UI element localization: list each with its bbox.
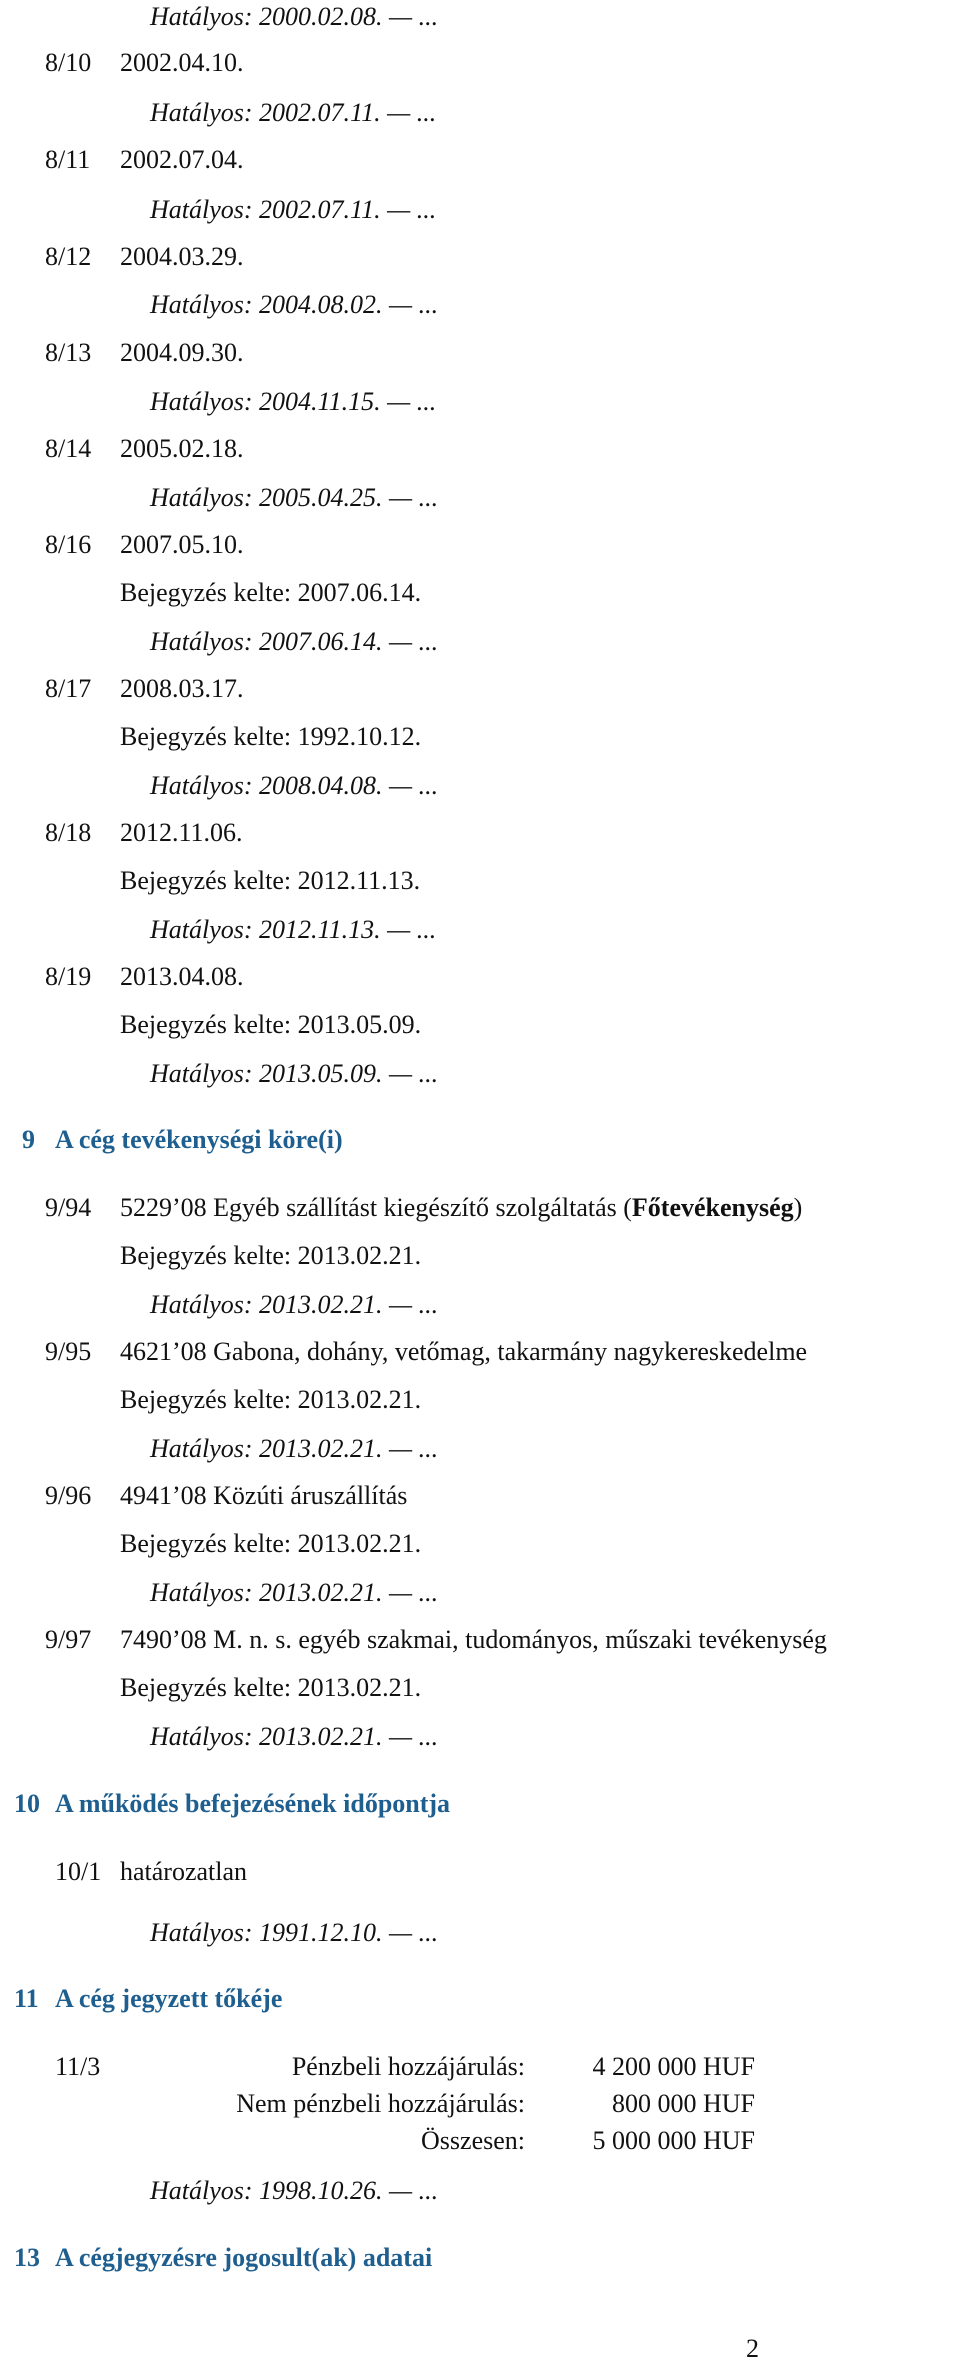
page-number: 2 — [746, 2334, 759, 2363]
activity-number: 9/94 — [45, 1193, 92, 1222]
section-number: 11 — [14, 1984, 39, 2013]
effective-date: Hatályos: 2004.08.02. — ... — [150, 290, 439, 319]
effective-date: Hatályos: 1991.12.10. — ... — [150, 1918, 439, 1947]
entry-date: 2012.11.06. — [120, 818, 243, 847]
capital-label-total: Összesen: — [421, 2126, 525, 2155]
entry-number: 8/14 — [45, 434, 92, 463]
effective-date: Hatályos: 2013.02.21. — ... — [150, 1290, 439, 1319]
entry-date: 2013.04.08. — [120, 962, 244, 991]
registration-date: Bejegyzés kelte: 2013.02.21. — [120, 1241, 422, 1270]
entry-date: 2002.04.10. — [120, 48, 244, 77]
effective-date: Hatályos: 2008.04.08. — ... — [150, 771, 439, 800]
registration-date: Bejegyzés kelte: 2013.02.21. — [120, 1673, 422, 1702]
entry-number: 8/17 — [45, 674, 92, 703]
capital-value-cash: 4 200 000 HUF — [592, 2052, 755, 2081]
registration-date: Bejegyzés kelte: 2013.05.09. — [120, 1010, 422, 1039]
entry-number: 8/18 — [45, 818, 92, 847]
capital-value-total: 5 000 000 HUF — [592, 2126, 755, 2155]
effective-date: Hatályos: 2013.05.09. — ... — [150, 1059, 439, 1088]
effective-date: Hatályos: 2002.07.11. — ... — [150, 195, 437, 224]
section-title: A cégjegyzésre jogosult(ak) adatai — [55, 2243, 433, 2272]
entry-number: 11/3 — [55, 2052, 101, 2081]
entry-date: 2005.02.18. — [120, 434, 244, 463]
main-activity-label: Főtevékenység — [631, 1193, 794, 1222]
section-title: A cég jegyzett tőkéje — [55, 1984, 283, 2013]
effective-date: Hatályos: 2002.07.11. — ... — [150, 98, 437, 127]
entry-date: 2008.03.17. — [120, 674, 244, 703]
activity-number: 9/97 — [45, 1625, 92, 1654]
effective-date: Hatályos: 2013.02.21. — ... — [150, 1722, 439, 1751]
effective-date: Hatályos: 2013.02.21. — ... — [150, 1434, 439, 1463]
registration-date: Bejegyzés kelte: 1992.10.12. — [120, 722, 422, 751]
section-number: 13 — [14, 2243, 40, 2272]
entry-number: 8/19 — [45, 962, 92, 991]
section-number: 10 — [14, 1789, 40, 1818]
entry-number: 8/13 — [45, 338, 92, 367]
capital-value-noncash: 800 000 HUF — [611, 2089, 755, 2118]
entry-date: 2004.03.29. — [120, 242, 244, 271]
entry-number: 8/10 — [45, 48, 92, 77]
entry-date: 2007.05.10. — [120, 530, 244, 559]
section-title: A működés befejezésének időpontja — [55, 1789, 451, 1818]
section-title: A cég tevékenységi köre(i) — [55, 1125, 343, 1154]
activity-number: 9/96 — [45, 1481, 92, 1510]
entry-number: 8/11 — [45, 145, 91, 174]
effective-date: Hatályos: 2007.06.14. — ... — [150, 627, 439, 656]
registration-date: Bejegyzés kelte: 2013.02.21. — [120, 1385, 422, 1414]
entry-number: 8/12 — [45, 242, 92, 271]
effective-date: Hatályos: 2012.11.13. — ... — [150, 915, 437, 944]
activity-text: 7490’08 M. n. s. egyéb szakmai, tudományos, műszaki tevékenység — [120, 1625, 827, 1654]
entry-number: 8/16 — [45, 530, 92, 559]
effective-date: Hatályos: 2005.04.25. — ... — [150, 483, 439, 512]
effective-date: Hatályos: 2004.11.15. — ... — [150, 387, 437, 416]
activity-text: 4941’08 Közúti áruszállítás — [120, 1481, 408, 1510]
entry-date: 2002.07.04. — [120, 145, 244, 174]
entry-text: határozatlan — [120, 1857, 248, 1886]
registration-date: Bejegyzés kelte: 2013.02.21. — [120, 1529, 422, 1558]
activity-text: 5229’08 Egyéb szállítást kiegészítő szolgáltatás (Főtevékenység) — [120, 1193, 803, 1222]
entry-date: 2004.09.30. — [120, 338, 244, 367]
activity-text: 4621’08 Gabona, dohány, vetőmag, takarmány nagykereskedelme — [120, 1337, 808, 1366]
section-number: 9 — [22, 1125, 35, 1154]
capital-label-cash: Pénzbeli hozzájárulás: — [291, 2052, 525, 2081]
activity-number: 9/95 — [45, 1337, 92, 1366]
effective-date: Hatályos: 2000.02.08. — ... — [150, 2, 439, 31]
registration-date: Bejegyzés kelte: 2007.06.14. — [120, 578, 422, 607]
entry-number: 10/1 — [55, 1857, 102, 1886]
registration-date: Bejegyzés kelte: 2012.11.13. — [120, 866, 421, 895]
capital-label-noncash: Nem pénzbeli hozzájárulás: — [236, 2089, 525, 2118]
effective-date: Hatályos: 1998.10.26. — ... — [150, 2176, 439, 2205]
effective-date: Hatályos: 2013.02.21. — ... — [150, 1578, 439, 1607]
